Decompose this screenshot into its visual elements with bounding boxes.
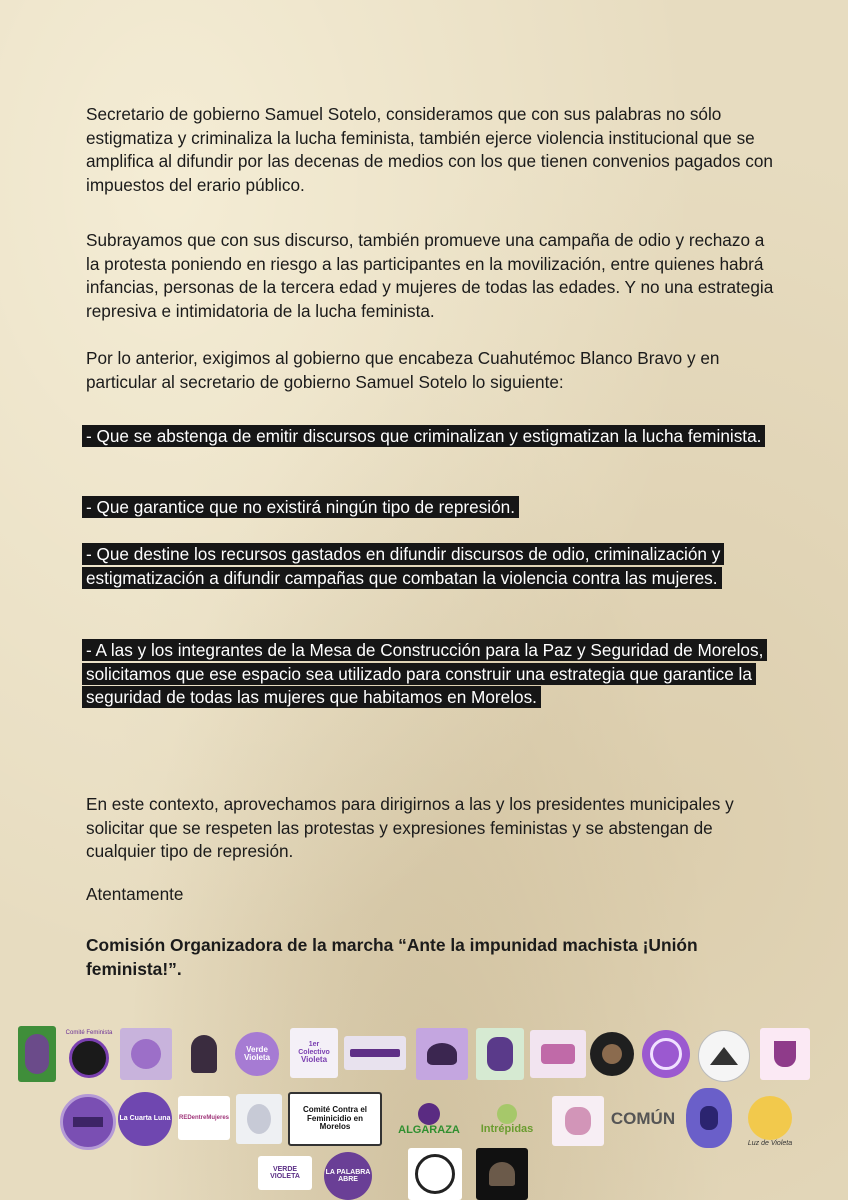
paragraph-2: Subrayamos que con sus discurso, también promueve una campaña de odio y rechazo a la protesta poniendo en riesgo a las participantes en la movilización, entre quienes habrá infancias, personas de la tercera edad y mujeres de todas las edades. Y no una estrategia represiva e intimidatoria de la lucha feminista. <box>86 230 774 321</box>
logo-luz-text: Luz de Violeta <box>747 1140 793 1148</box>
logo-algaraza-text: ALGARAZA <box>398 1124 460 1137</box>
logo-mountains <box>698 1030 750 1082</box>
logo-cv-3: Violeta <box>300 1055 328 1065</box>
logo-comite-contra-text: Comité Contra el Feminicidio en Morelos <box>302 1105 367 1132</box>
logo-purple-ring <box>642 1030 690 1078</box>
logo-comun-text: COMÚN <box>610 1109 676 1129</box>
logo-cuarta-luna <box>118 1092 172 1146</box>
logo-vv2-text: VERDE VIOLETA <box>270 1165 300 1180</box>
logo-black-circle <box>590 1032 634 1076</box>
demand-2 <box>82 496 772 520</box>
logo-purple-hands <box>120 1028 172 1080</box>
logo-red-text: REDentreMujeres <box>178 1114 229 1121</box>
demand-2-text: - Que garantice que no existirá ningún tipo de represión. <box>82 496 519 518</box>
logo-intrepidas-text: Intrépidas <box>480 1123 534 1136</box>
logo-cuarta-luna-text: La Cuarta Luna <box>119 1115 171 1123</box>
logo-comite-feminista <box>62 1024 116 1084</box>
collective-logos <box>0 1020 848 1200</box>
demand-1-text: - Que se abstenga de emitir discursos que criminalizan y estigmatizan la lucha feminista. <box>82 425 765 447</box>
logo-verde-violeta <box>235 1032 279 1076</box>
logo-comite-feminista-text: Comité Feminista <box>65 1029 113 1036</box>
logo-comite-contra <box>288 1092 382 1146</box>
logo-red-entre-mujeres <box>178 1096 230 1140</box>
logo-colectivo-violeta <box>290 1028 338 1078</box>
logo-purple-badge <box>60 1094 116 1150</box>
logo-la-palabra <box>324 1152 372 1200</box>
signature: Comisión Organizadora de la marcha “Ante la impunidad machista ¡Unión feminista!”. <box>86 935 698 979</box>
logo-woman-portrait <box>180 1028 228 1080</box>
logo-verde-violeta-text: Verde Violeta <box>243 1044 271 1062</box>
logo-pink-figures <box>552 1096 604 1146</box>
paragraph-4: En este contexto, aprovechamos para dirigirnos a las y los presidentes municipales y solicitar que se respeten las protestas y expresiones feministas y se abstengan de cualquier tipo de represión. <box>86 794 734 861</box>
logo-pink-collective <box>530 1030 586 1078</box>
logo-comun <box>608 1102 678 1136</box>
logo-luz-de-violeta <box>742 1092 798 1152</box>
logo-black-heart <box>476 1148 528 1200</box>
logo-cv-1: 1er <box>308 1041 320 1049</box>
demand-4-text: - A las y los integrantes de la Mesa de Construcción para la Paz y Seguridad de Morelos, solicitamos que ese espacio sea utilizado para construir una estrategia que garantice la seguridad de todas las mujeres que habitamos en Morelos. <box>82 639 767 708</box>
demand-3 <box>82 543 772 590</box>
logo-cv-2: Colectivo <box>298 1048 330 1056</box>
logo-purple-bat <box>416 1028 468 1080</box>
closing: Atentamente <box>86 884 184 904</box>
logo-blue-rabbit <box>686 1088 732 1148</box>
demand-1 <box>82 425 772 449</box>
paragraph-1: Secretario de gobierno Samuel Sotelo, consideramos que con sus palabras no sólo estigmatiza y criminaliza la lucha feminista, también ejerce violencia institucional que se amplifica al difundir por las decenas de medios con los que tienen convenios pagados con impuestos del erario público. <box>86 104 773 195</box>
logo-hands-circle <box>408 1148 462 1200</box>
paragraph-3: Por lo anterior, exigimos al gobierno que encabeza Cuahutémoc Blanco Bravo y en particular al secretario de gobierno Samuel Sotelo lo siguiente: <box>86 348 720 392</box>
logo-face-sketch <box>236 1094 282 1144</box>
logo-intrepidas <box>470 1094 544 1146</box>
demand-3-text: - Que destine los recursos gastados en difundir discursos de odio, criminalización y estigmatización a difundir campañas que combatan la violencia contra las mujeres. <box>82 543 724 589</box>
logo-algaraza <box>394 1094 464 1146</box>
logo-green-woman <box>18 1026 56 1082</box>
logo-verde-violeta-text <box>258 1156 312 1190</box>
logo-masked-woman <box>476 1028 524 1080</box>
logo-colectiva-text <box>344 1036 406 1070</box>
logo-cup <box>760 1028 810 1080</box>
demand-4 <box>82 639 772 710</box>
logo-la-palabra-text: LA PALABRA ABRE <box>325 1168 371 1183</box>
